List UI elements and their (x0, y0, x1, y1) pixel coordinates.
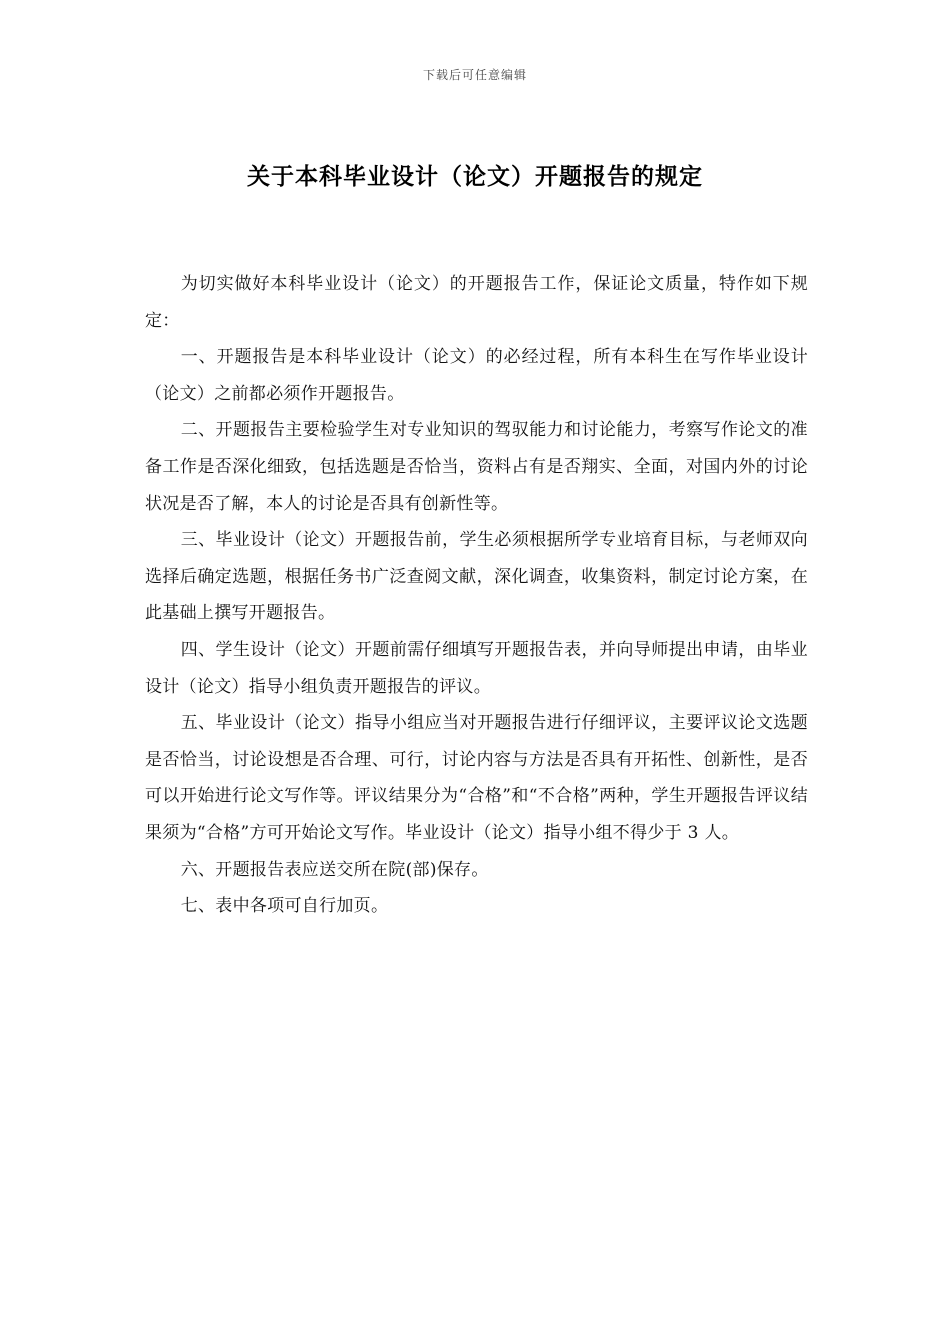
rule-paragraph-2: 二、开题报告主要检验学生对专业知识的驾驭能力和讨论能力，考察写作论文的准备工作是否深化细致，包括选题是否恰当，资料占有是否翔实、全面，对国内外的讨论状况是否了解，本人的讨论是否具有创新性等。 (145, 420, 808, 514)
document-body (145, 266, 808, 925)
rule-paragraph-4: 四、学生设计（论文）开题前需仔细填写开题报告表，并向导师提出申请，由毕业设计（论文）指导小组负责开题报告的评议。 (145, 639, 808, 697)
rule-paragraph-7: 七、表中各项可自行加页。 (180, 896, 389, 917)
page-header: 下载后可任意编辑 (422, 68, 527, 82)
document-title: 关于本科毕业设计（论文）开题报告的规定 (247, 164, 703, 190)
rule-paragraph-5: 五、毕业设计（论文）指导小组应当对开题报告进行仔细评议，主要评议论文选题是否恰当，讨论设想是否合理、可行，讨论内容与方法是否具有开拓性、创新性，是否可以开始进行论文写作等。评议结果分为“合格”和“不合格”两种，学生开题报告评议结果须为“合格”方可开始论文写作。毕业设计（论文）指导小组不得少于 3 人。 (145, 713, 808, 843)
rule-paragraph-3: 三、毕业设计（论文）开题报告前，学生必须根据所学专业培育目标，与老师双向选择后确定选题，根据任务书广泛查阅文献，深化调查，收集资料，制定讨论方案，在此基础上撰写开题报告。 (145, 530, 808, 624)
rule-paragraph-1: 一、开题报告是本科毕业设计（论文）的必经过程，所有本科生在写作毕业设计（论文）之前都必须作开题报告。 (145, 347, 808, 404)
intro-paragraph: 为切实做好本科毕业设计（论文）的开题报告工作，保证论文质量，特作如下规定： (145, 274, 808, 331)
rule-paragraph-6: 六、开题报告表应送交所在院(部)保存。 (180, 859, 489, 880)
